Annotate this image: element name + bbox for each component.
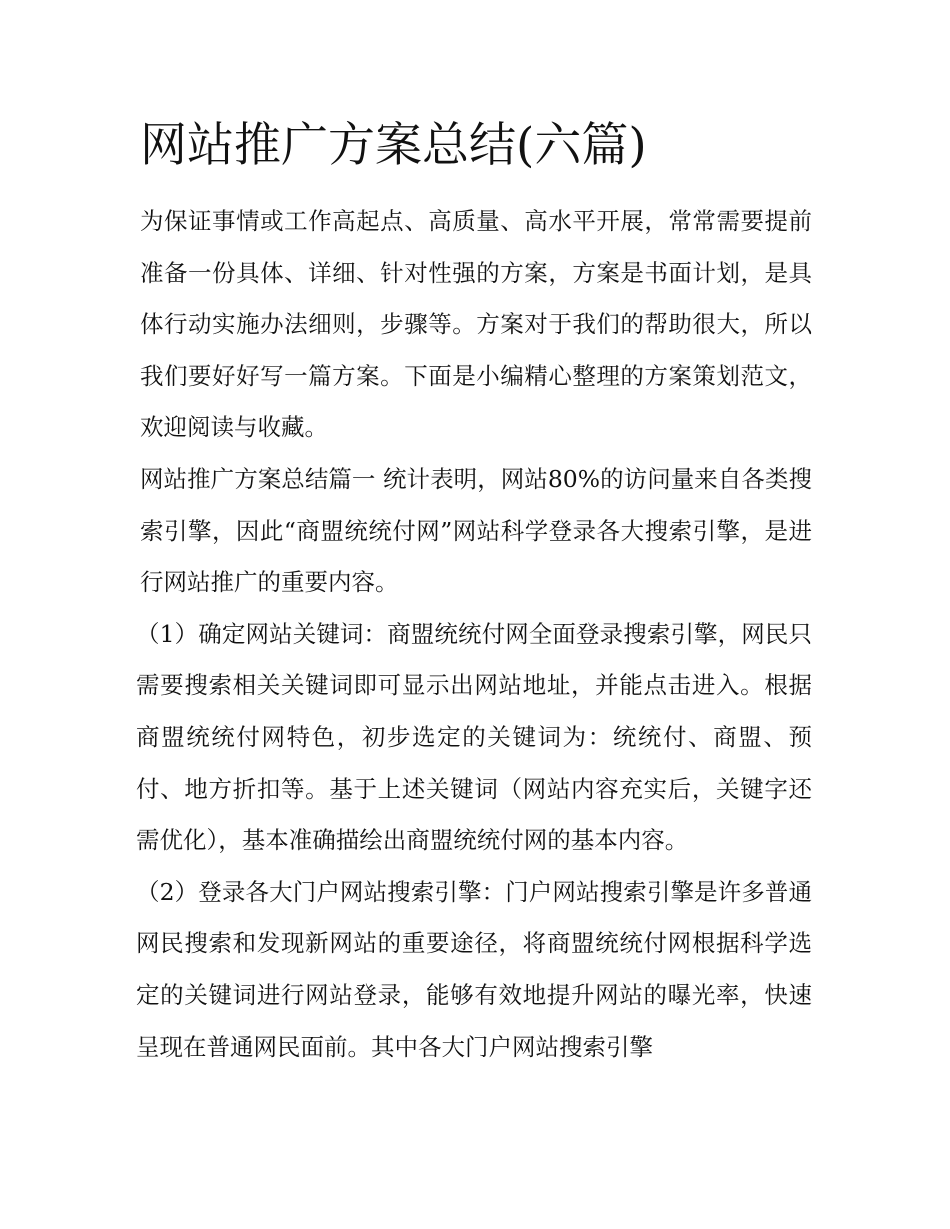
paragraph-intro: 为保证事情或工作高起点、高质量、高水平开展，常常需要提前准备一份具体、详细、针对性强的方案，方案是书面计划，是具体行动实施办法细则，步骤等。方案对于我们的帮助很大，所以我们要好好写一篇方案。下面是小编精心整理的方案策划范文，欢迎阅读与收藏。 xyxy=(140,207,812,442)
paragraph-keywords: （1）确定网站关键词：商盟统统付网全面登录搜索引擎，网民只需要搜索相关关键词即可显示出网站地址，并能点击进入。根据商盟统统付网特色，初步选定的关键词为：统统付、商盟、预付、地方折扣等。基于上述关键词（网站内容充实后，关键字还需优化），基本准确描绘出商盟统统付网的基本内容。 xyxy=(136,619,812,855)
document-title: 网站推广方案总结(六篇) xyxy=(140,118,647,173)
paragraph-section-one: 网站推广方案总结篇一 统计表明，网站80%的访问量来自各类搜索引擎，因此“商盟统统付网”网站科学登录各大搜索引擎，是进行网站推广的重要内容。 xyxy=(140,464,812,597)
document-body xyxy=(136,196,812,1073)
paragraph-portal-search: （2）登录各大门户网站搜索引擎：门户网站搜索引擎是许多普通网民搜索和发现新网站的重要途径，将商盟统统付网根据科学选定的关键词进行网站登录，能够有效地提升网站的曝光率，快速呈现在普通网民面前。其中各大门户网站搜索引擎 xyxy=(136,877,812,1061)
